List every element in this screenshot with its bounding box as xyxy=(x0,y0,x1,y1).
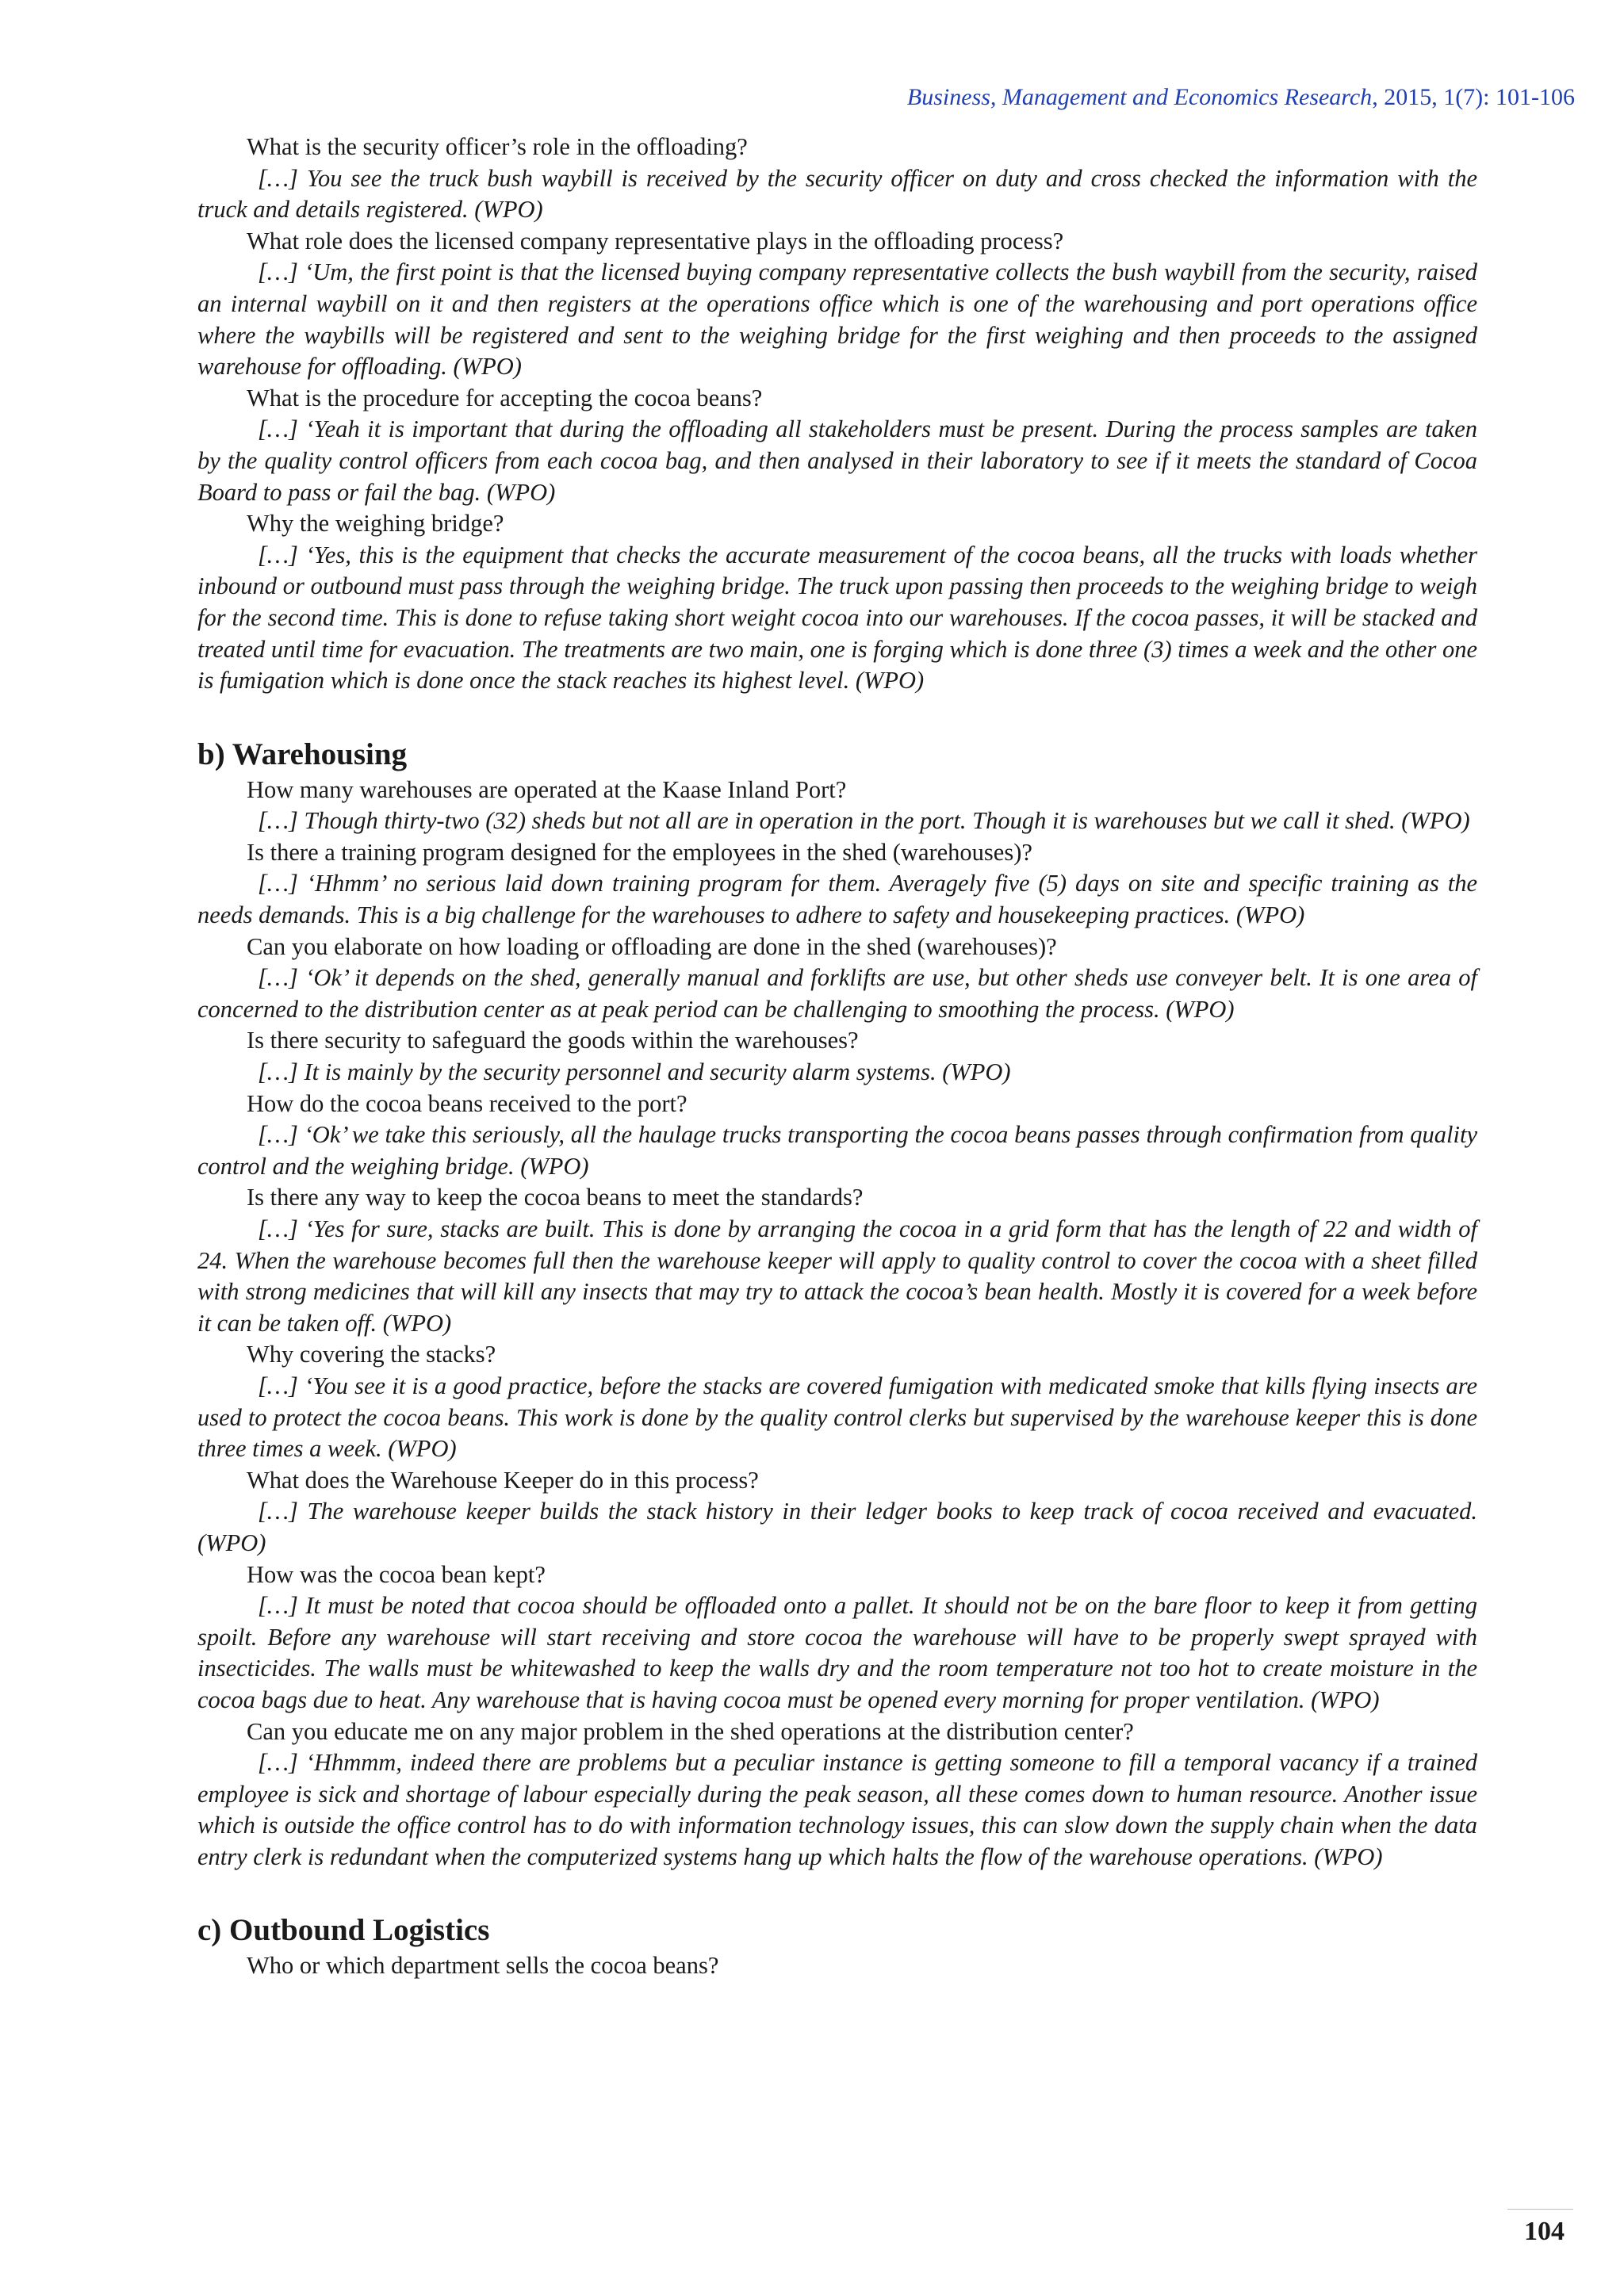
interview-answer: […] ‘Ok’ we take this seriously, all the haulage trucks transporting the cocoa beans passes through confirmation from quality control and the weighing bridge. (WPO) xyxy=(197,1121,1477,1180)
interview-question: How many warehouses are operated at the Kaase Inland Port? xyxy=(247,775,847,803)
interview-answer: […] ‘Ok’ it depends on the shed, generally manual and forklifts are use, but other sheds use conveyer belt. It is one area of concerned to the distribution center as at peak period can be challenging to smoothing the process. (WPO) xyxy=(197,964,1477,1023)
interview-answer: […] Though thirty-two (32) sheds but not all are in operation in the port. Though it is warehouses but we call it shed. (WPO) xyxy=(258,807,1470,835)
interview-question: What role does the licensed company representative plays in the offloading process? xyxy=(247,227,1064,254)
interview-answer: […] ‘Hhmm’ no serious laid down training program for them. Averagely five (5) days on site and specific training as the needs demands. This is a big challenge for the warehouses to adhere to safety and housekeeping practices. (WPO) xyxy=(197,870,1477,929)
section-heading-warehousing: b) Warehousing xyxy=(197,737,408,771)
interview-question: What is the security officer’s role in the offloading? xyxy=(247,133,748,160)
interview-answer: […] It must be noted that cocoa should be offloaded onto a pallet. It should not be on the bare floor to keep it from getting spoilt. Before any warehouse will start receiving and store cocoa the warehouse will have to be properly swept sprayed with insecticides. The walls must be whitewashed to keep the walls dry and the room temperature not too hot to create moisture in the cocoa bags due to heat. Any warehouse that is having cocoa must be opened every morning for proper ventilation. (WPO) xyxy=(197,1592,1477,1713)
interview-question: Can you educate me on any major problem in the shed operations at the distribution center? xyxy=(247,1717,1134,1745)
interview-answer: […] The warehouse keeper builds the stack history in their ledger books to keep track of cocoa received and evacuated. (WPO) xyxy=(197,1498,1477,1556)
journal-title: Business, Management and Economics Research xyxy=(906,84,1373,110)
interview-question: What does the Warehouse Keeper do in this process? xyxy=(247,1466,759,1494)
interview-question: Is there security to safeguard the goods within the warehouses? xyxy=(247,1027,859,1054)
interview-answer: […] ‘Yes, this is the equipment that checks the accurate measurement of the cocoa beans, all the trucks with loads whether inbound or outbound must pass through the weighing bridge. The truck upon passing then proceeds to the weighing bridge to weigh for the second time. This is done to refuse taking short weight cocoa into our warehouses. If the cocoa passes, it will be stacked and treated until time for evacuation. The treatments are two main, one is forging which is done three (3) times a week and the other one is fumigation which is done once the stack reaches its highest level. (WPO) xyxy=(197,541,1477,695)
footer-rule xyxy=(1507,2209,1573,2210)
page-number: 104 xyxy=(1524,2217,1565,2246)
interview-answer: […] ‘Um, the first point is that the licensed buying company representative collects the bush waybill from the security, raised an internal waybill on it and then registers at the operations office which is one of the warehousing and port operations office where the waybills will be registered and sent to the weighing bridge for the first weighing and then proceeds to the assigned warehouse for offloading. (WPO) xyxy=(197,258,1477,381)
interview-question: Is there any way to keep the cocoa beans to meet the standards? xyxy=(247,1184,864,1211)
journal-citation: , 2015, 1(7): 101-106 xyxy=(1372,84,1575,110)
interview-answer: […] ‘Yes for sure, stacks are built. This is done by arranging the cocoa in a grid form that has the length of 22 and width of 24. When the warehouse becomes full then the warehouse keeper will apply to quality control to cover the cocoa with a sheet filled with strong medicines that will kill any insects that may try to attack the cocoa’s bean health. Mostly it is covered for a week before it can be taken off. (WPO) xyxy=(197,1215,1477,1337)
section-heading-outbound-logistics: c) Outbound Logistics xyxy=(197,1913,490,1948)
interview-question: Who or which department sells the cocoa beans? xyxy=(247,1952,719,1980)
article-body xyxy=(197,132,1477,1982)
interview-answer: […] ‘Yeah it is important that during the offloading all stakeholders must be present. During the process samples are taken by the quality control officers from each cocoa bag, and then analysed in their laboratory to see if it meets the standard of Cocoa Board to pass or fail the bag. (WPO) xyxy=(197,415,1477,506)
interview-question: Why the weighing bridge? xyxy=(247,510,504,538)
interview-question: Is there a training program designed for the employees in the shed (warehouses)? xyxy=(247,838,1032,866)
interview-answer: […] ‘Hhmmm, indeed there are problems but a peculiar instance is getting someone to fill a temporal vacancy if a trained employee is sick and shortage of labour especially during the peak season, all these comes down to human resource. Another issue which is outside the office control has to do with information technology issues, this can slow down the supply chain when the data entry clerk is redundant when the computerized systems hang up which halts the flow of the warehouse operations. (WPO) xyxy=(197,1749,1477,1870)
interview-answer: […] ‘You see it is a good practice, before the stacks are covered fumigation with medicated smoke that kills flying insects are used to protect the cocoa beans. This work is done by the quality control clerks but supervised by the warehouse keeper this is done three times a week. (WPO) xyxy=(197,1372,1477,1463)
running-header xyxy=(907,84,1575,111)
interview-question: Why covering the stacks? xyxy=(247,1341,496,1368)
interview-question: How was the cocoa bean kept? xyxy=(247,1560,546,1588)
interview-question: What is the procedure for accepting the cocoa beans? xyxy=(247,384,763,411)
interview-answer: […] It is mainly by the security personnel and security alarm systems. (WPO) xyxy=(258,1058,1011,1086)
interview-question: Can you elaborate on how loading or offloading are done in the shed (warehouses)? xyxy=(247,932,1057,960)
interview-question: How do the cocoa beans received to the port? xyxy=(247,1089,688,1117)
interview-answer: […] You see the truck bush waybill is received by the security officer on duty and cross checked the information with the truck and details registered. (WPO) xyxy=(197,164,1477,224)
